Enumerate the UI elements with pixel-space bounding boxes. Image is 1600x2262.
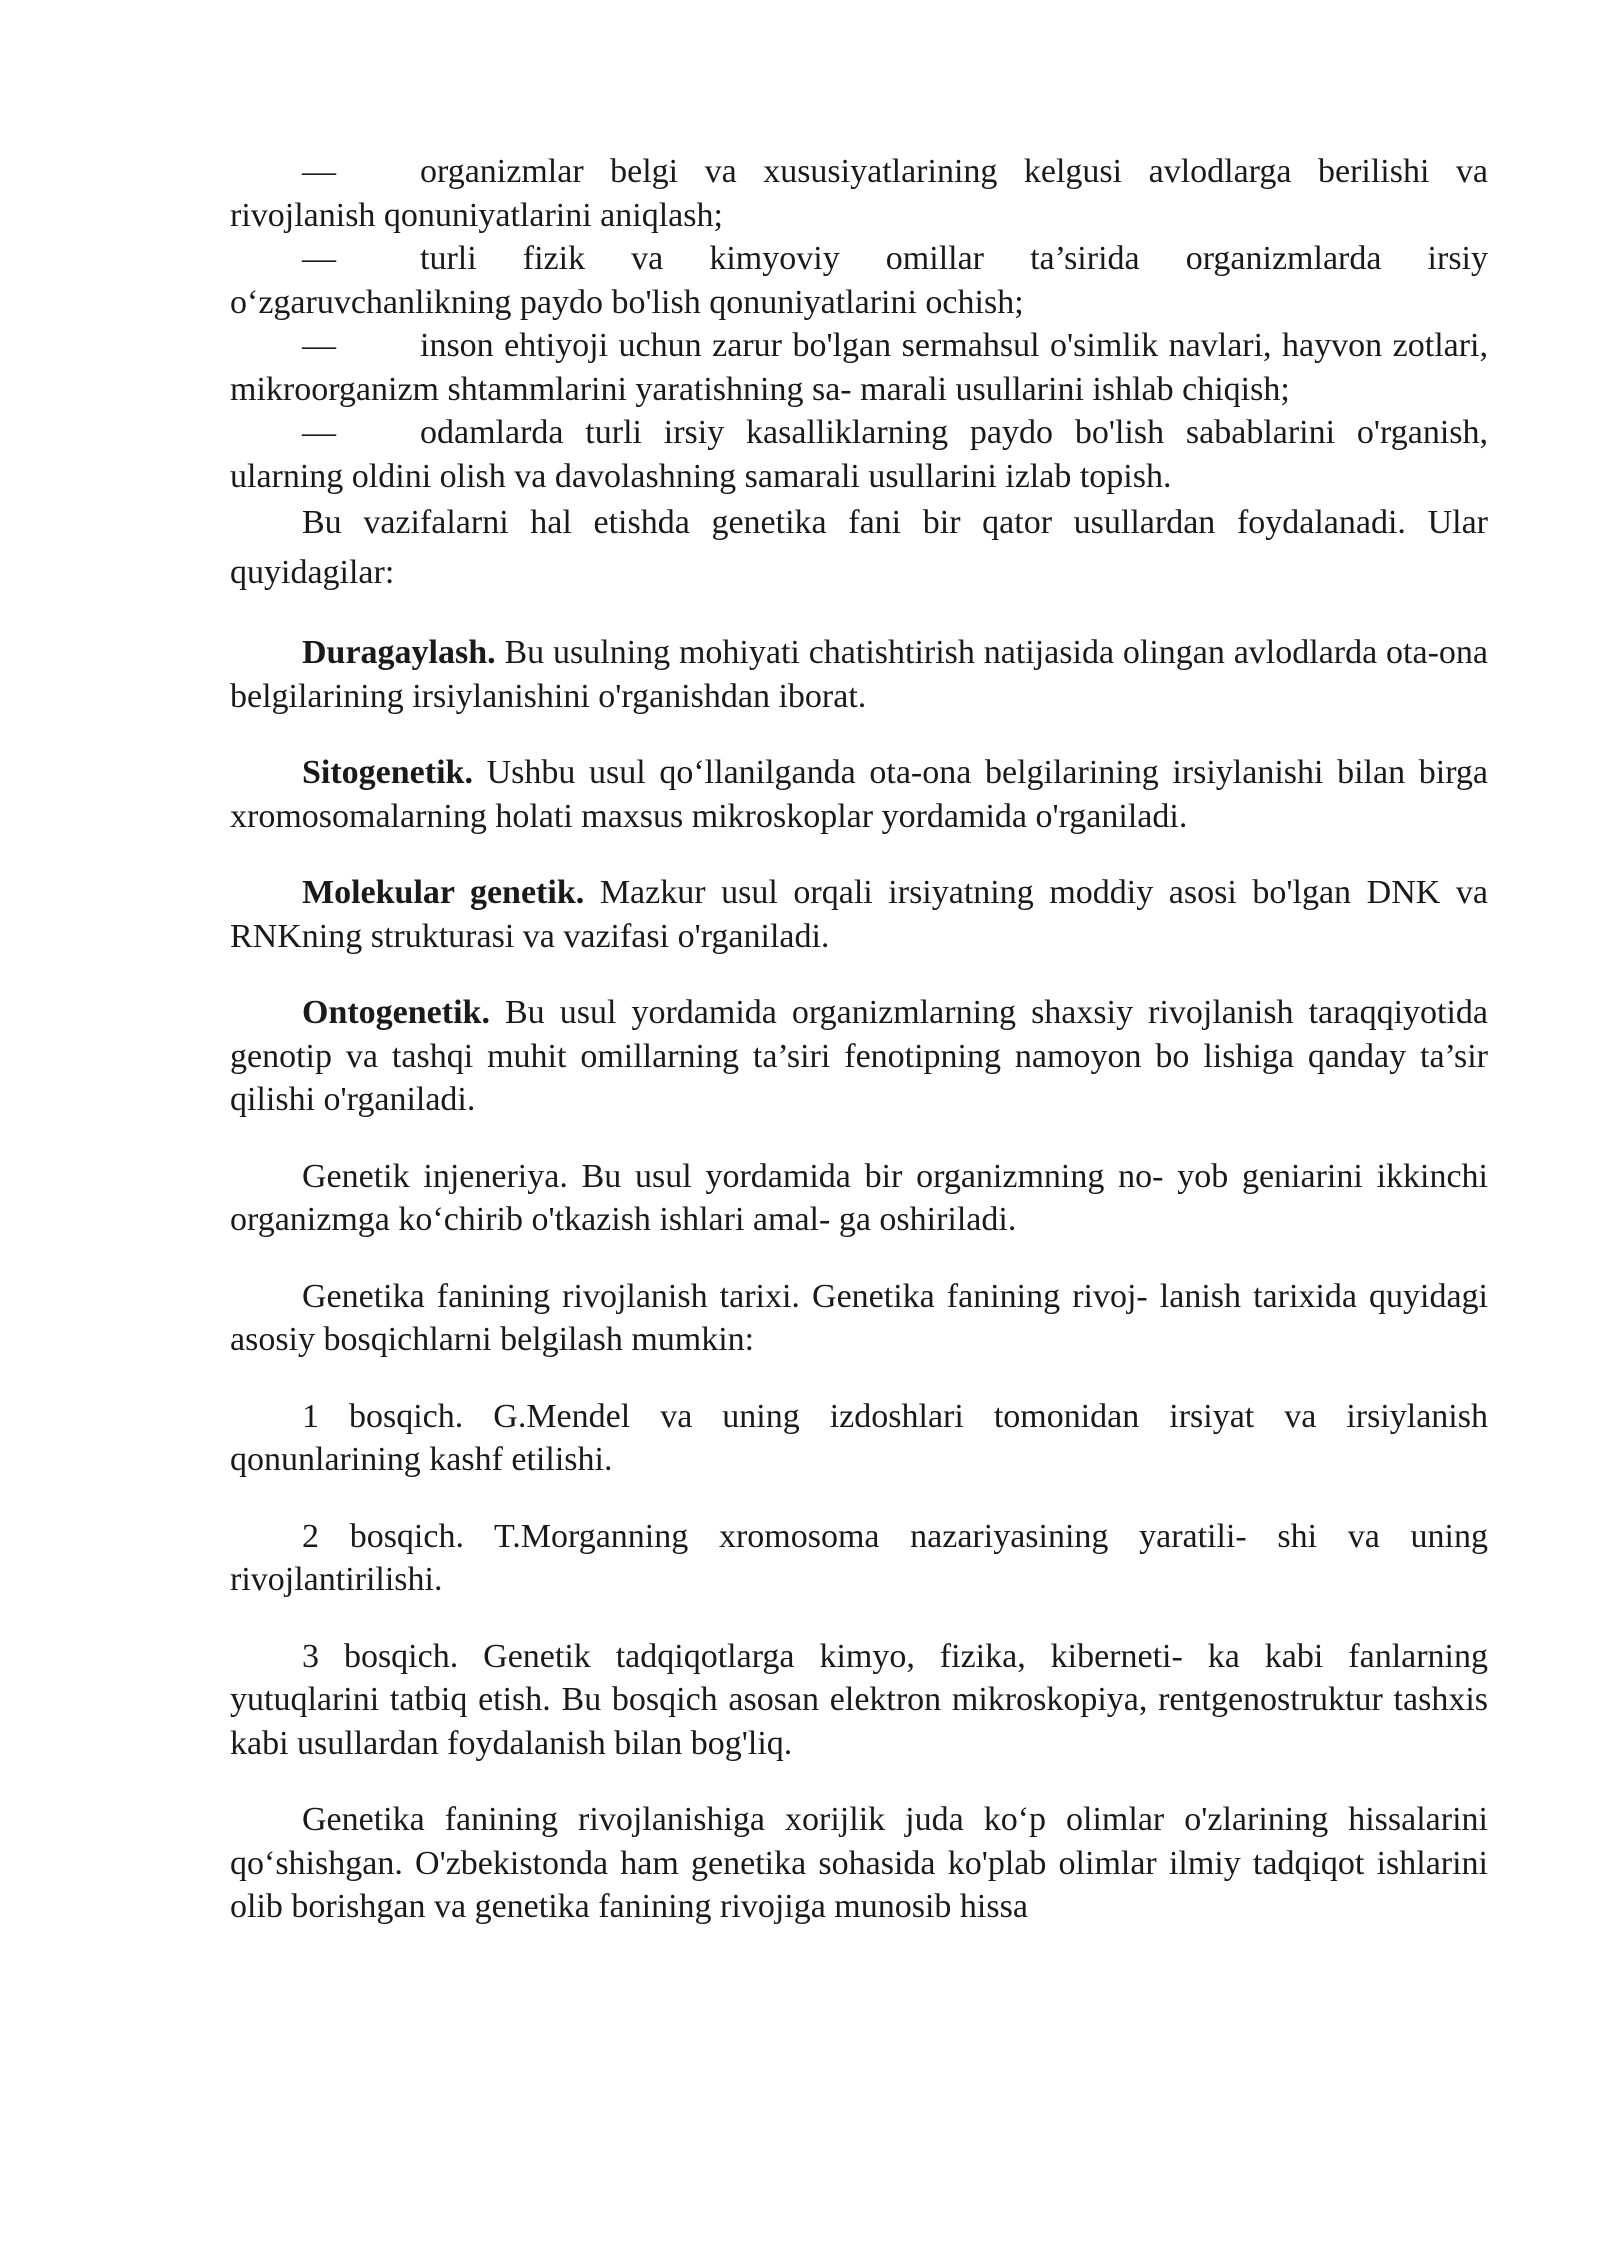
method-paragraph [230,871,1488,958]
intro-paragraph: Bu vazifalarni hal etishda genetika fani bir qator usullardan foydalanadi. Ular quyidagilar: [230,504,1488,591]
method-term: Duragaylash. [302,634,496,671]
task-text: inson ehtiyoji uchun zarur bo'lgan sermahsul o'simlik navlari, hayvon zotlari, mikroorganizm shtammlarini yaratishning sa- marali usullarini ishlab chiqish; [230,327,1488,408]
body-paragraph: Genetika fanining rivojlanish tarixi. Genetika fanining rivoj- lanish tarixida quyidagi asosiy bosqichlarni belgilash mumkin: [230,1277,1488,1358]
document-body [230,150,1488,1962]
method-term: Sitogenetik. [302,754,473,791]
task-text: odamlarda turli irsiy kasalliklarning paydo bo'lish sabablarini o'rganish, ularning oldini olish va davolashning samarali usullarini izlab topish. [230,414,1488,495]
body-paragraph: 2 bosqich. T.Morganning xromosoma nazariyasining yaratili- shi va uning rivojlantirilishi. [230,1517,1488,1598]
method-text: Bu usul yordamida organizmlarning shaxsiy rivojlanish taraqqiyotida genotip va tashqi muhit omillarning ta’siri fenotipning namoyon bo lishiga qanday ta’sir qilishi o'rganiladi. [230,994,1488,1118]
dash-bullet: — [302,414,336,451]
dash-bullet: — [302,240,336,277]
dash-bullet: — [302,153,336,190]
method-paragraph [230,991,1488,1122]
method-term: Molekular genetik. [302,874,585,911]
body-paragraph: Genetik injeneriya. Bu usul yordamida bir organizmning no- yob geniarini ikkinchi organizmga ko‘chirib o'tkazish ishlari amal- ga oshiriladi. [230,1157,1488,1238]
method-term: Ontogenetik. [302,994,490,1031]
body-paragraph: 1 bosqich. G.Mendel va uning izdoshlari tomonidan irsiyat va irsiylanish qonunlarining kashf etilishi. [230,1397,1488,1478]
task-list [230,150,1488,498]
method-text: Bu usulning mohiyati chatishtirish natijasida olingan avlodlarda ota-ona belgilarining irsiylanishini o'rganishdan iborat. [230,634,1488,715]
task-item [230,324,1488,411]
task-text: turli fizik va kimyoviy omillar ta’sirida organizmlarda irsiy o‘zgaruvchanlikning paydo bo'lish qonuniyatlarini ochish; [230,240,1488,321]
method-text: Ushbu usul qo‘llanilganda ota-ona belgilarining irsiylanishi bilan birga xromosomalarning holati maxsus mikroskoplar yordamida o'rganiladi. [230,754,1488,835]
method-text: Mazkur usul orqali irsiyatning moddiy asosi bo'lgan DNK va RNKning strukturasi va vazifasi o'rganiladi. [230,874,1488,955]
body-paragraph: Genetika fanining rivojlanishiga xorijlik juda ko‘p olimlar o'zlarining hissalarini qo‘shishgan. O'zbekistonda ham genetika sohasida ko'plab olimlar ilmiy tadqiqot ishlarini olib borishgan va genetika fanining rivojiga munosib hissa [230,1801,1488,1925]
task-item [230,237,1488,324]
body-paragraph: 3 bosqich. Genetik tadqiqotlarga kimyo, fizika, kiberneti- ka kabi fanlarning yutuqlarini tatbiq etish. Bu bosqich asosan elektron mikroskopiya, rentgenostruktur tashxis kabi usullardan foydalanish bilan bog'liq. [230,1637,1488,1762]
dash-bullet: — [302,327,336,364]
task-text: organizmlar belgi va xususiyatlarining kelgusi avlodlarga berilishi va rivojlanish qonuniyatlarini aniqlash; [230,153,1488,234]
task-item [230,150,1488,237]
task-item [230,411,1488,498]
method-paragraph [230,631,1488,718]
method-paragraph [230,751,1488,838]
